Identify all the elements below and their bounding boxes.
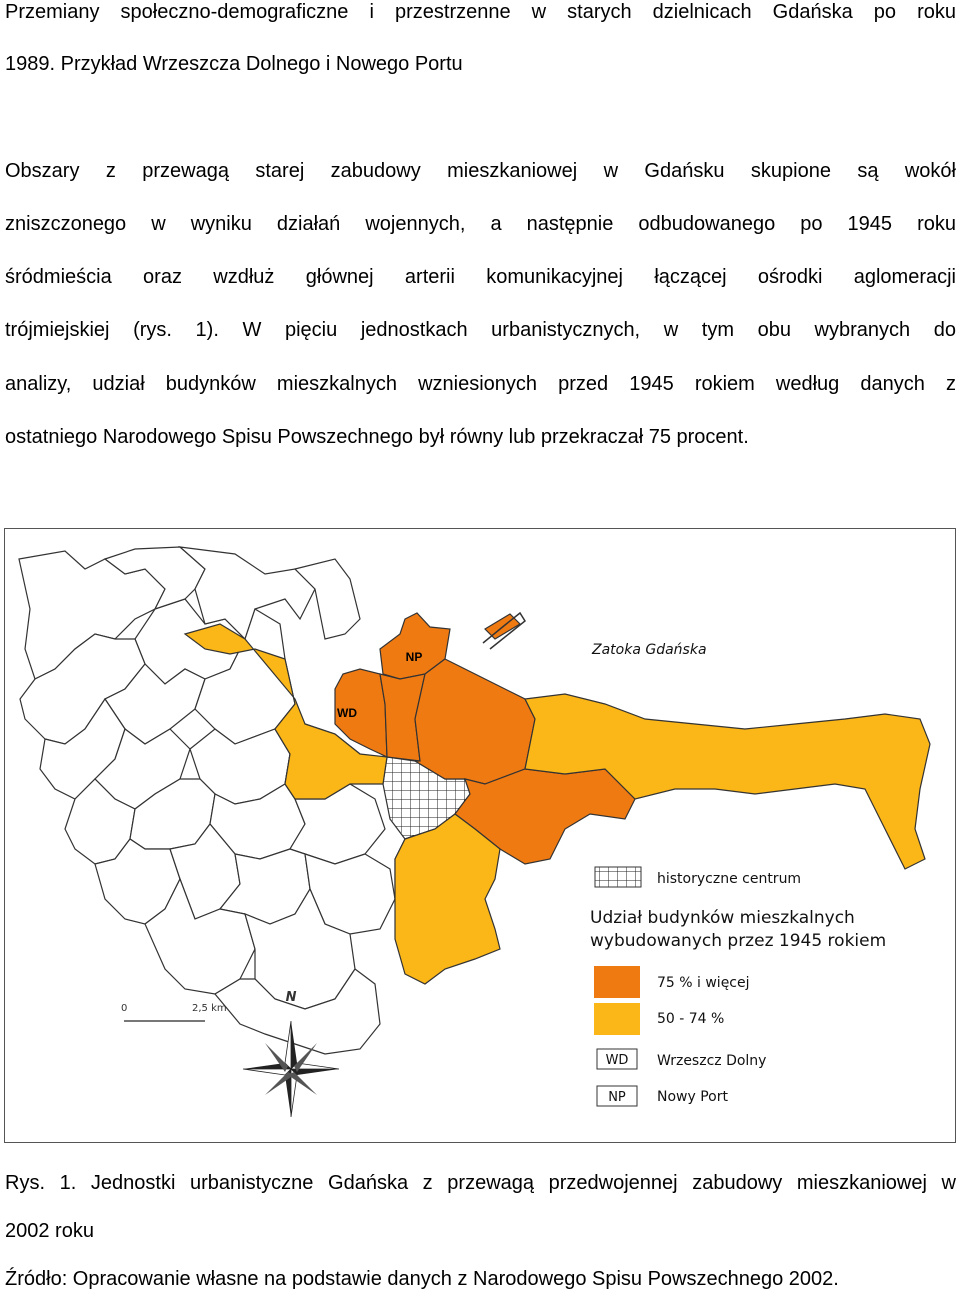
figure-caption-line-1: Rys. 1. Jednostki urbanistyczne Gdańska z przewagą przedwojennej zabudowy mieszkaniowej w xyxy=(5,1172,956,1194)
document-heading-line-1: Przemiany społeczno-demograficzne i przestrzenne w starych dzielnicach Gdańska po roku xyxy=(5,1,956,23)
paragraph-line: zniszczonego w wyniku działań wojennych, a następnie odbudowanego po 1945 roku xyxy=(5,213,956,235)
legend-np-name: Nowy Port xyxy=(657,1089,728,1105)
paragraph-line: śródmieścia oraz wzdłuż głównej arterii komunikacyjnej łączącej ośrodki aglomeracji xyxy=(5,266,956,288)
legend-title-line-1: Udział budynków mieszkalnych xyxy=(590,908,855,928)
legend-historic-label: historyczne centrum xyxy=(657,871,802,887)
scale-km-label: 2,5 km xyxy=(192,1003,227,1014)
wd-map-label: WD xyxy=(337,706,357,720)
map-figure xyxy=(4,528,956,1143)
legend-wd-code: WD xyxy=(605,1053,629,1068)
paragraph-line: Obszary z przewagą starej zabudowy mieszkaniowej w Gdańsku skupione są wokół xyxy=(5,160,956,182)
scale-zero-label: 0 xyxy=(121,1003,128,1014)
paragraph-line: analizy, udział budynków mieszkalnych wzniesionych przed 1945 rokiem według danych z xyxy=(5,373,956,395)
legend-wd-name: Wrzeszcz Dolny xyxy=(657,1053,767,1069)
paragraph-line: ostatniego Narodowego Spisu Powszechnego był równy lub przekraczał 75 procent. xyxy=(5,426,749,448)
legend-high-label: 75 % i więcej xyxy=(657,975,750,991)
gdansk-map xyxy=(5,529,955,1142)
legend-high-swatch xyxy=(594,966,640,998)
np-map-label: NP xyxy=(405,650,423,664)
map-legend xyxy=(590,867,886,1106)
sea-label: Zatoka Gdańska xyxy=(592,642,707,658)
document-heading-line-2: 1989. Przykład Wrzeszcza Dolnego i Nowego Portu xyxy=(5,53,463,75)
legend-np-code: NP xyxy=(608,1090,626,1105)
scale-bar xyxy=(121,1003,227,1021)
paragraph-line: trójmiejskiej (rys. 1). W pięciu jednostkach urbanistycznych, w tym obu wybranych do xyxy=(5,319,956,341)
figure-caption-line-2: 2002 roku xyxy=(5,1220,94,1242)
legend-title-line-2: wybudowanych przez 1945 rokiem xyxy=(590,931,887,951)
legend-historic-swatch xyxy=(595,867,641,887)
legend-mid-swatch xyxy=(594,1003,640,1035)
figure-source: Źródło: Opracowanie własne na podstawie danych z Narodowego Spisu Powszechnego 2002. xyxy=(5,1268,839,1290)
legend-mid-label: 50 - 74 % xyxy=(657,1011,725,1027)
north-label: N xyxy=(285,990,297,1005)
